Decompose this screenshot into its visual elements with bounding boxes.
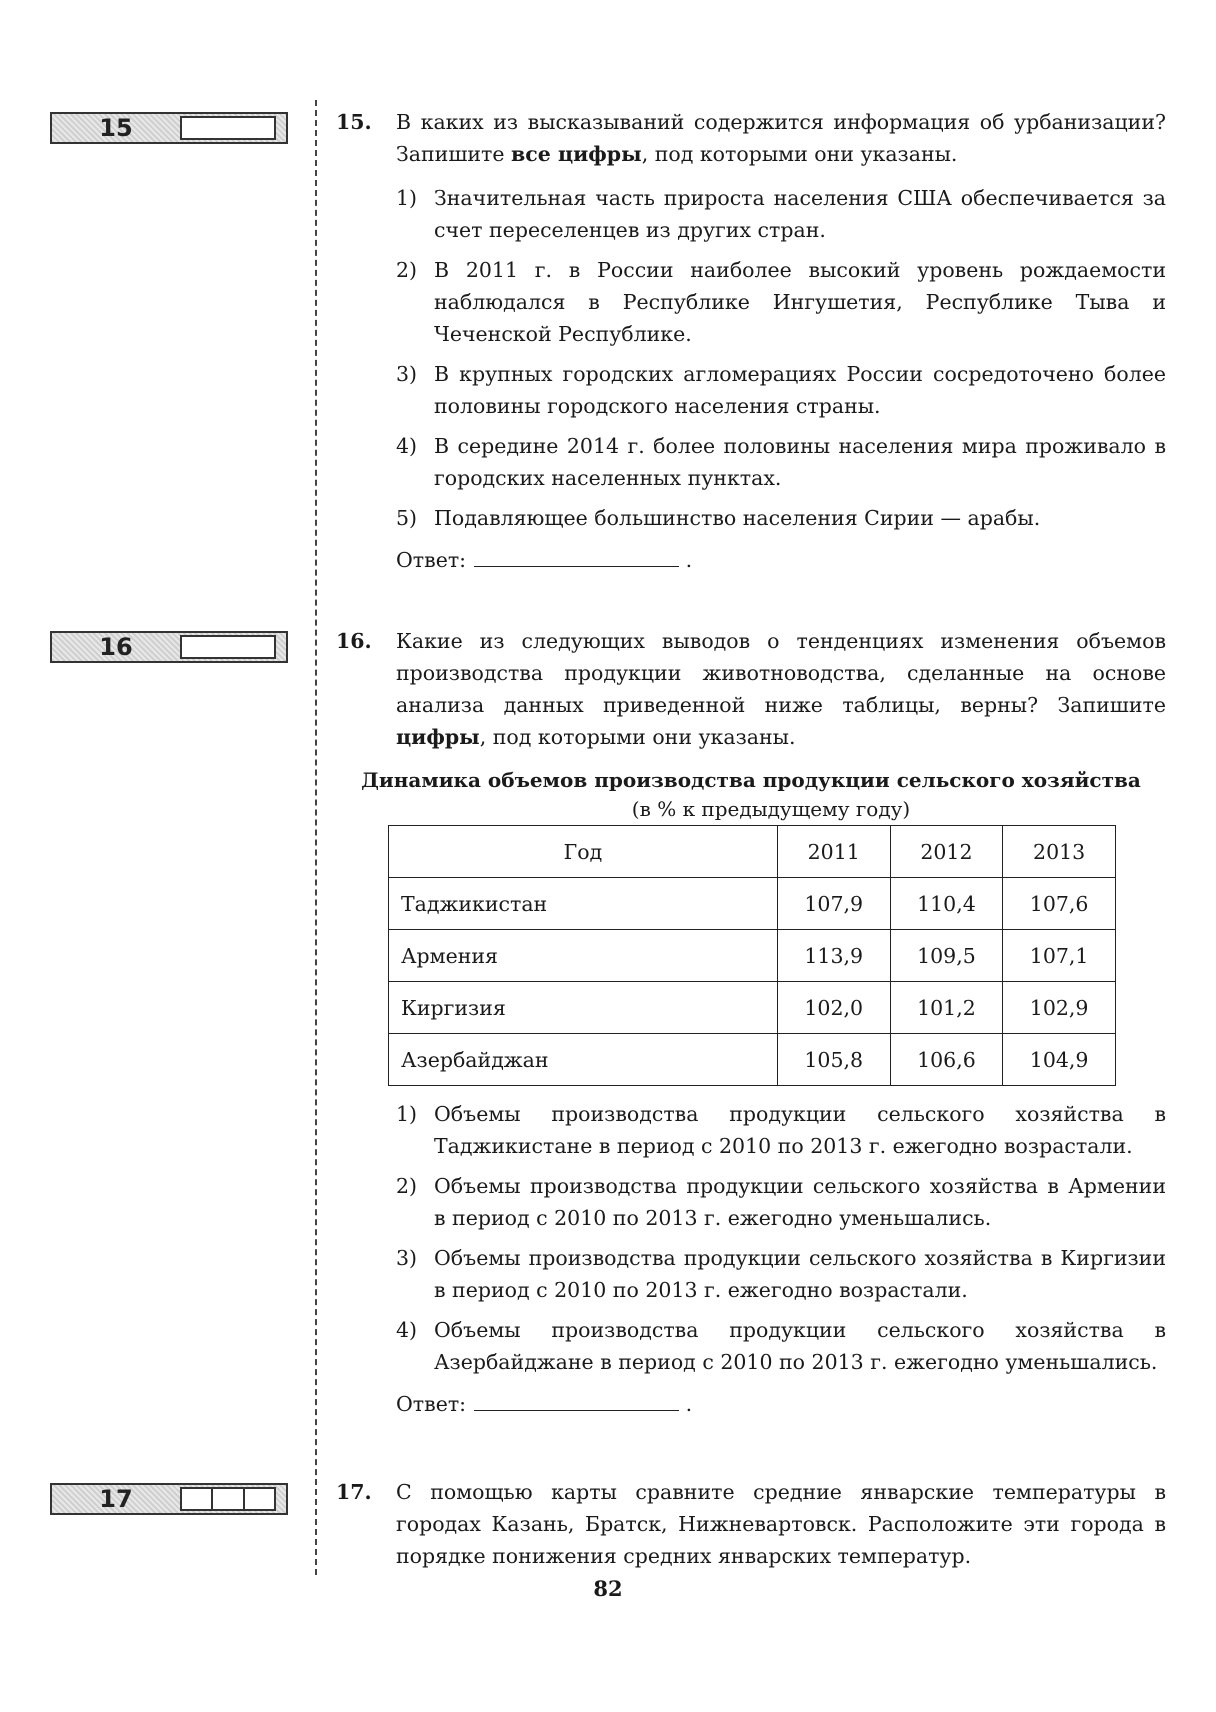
answer-cell[interactable]: [243, 1489, 274, 1509]
answer-box-number: 17: [99, 1485, 133, 1513]
option-4: [396, 430, 1166, 494]
task-17: [336, 1476, 1166, 1572]
option-4: [396, 1314, 1166, 1378]
task-prompt: [396, 106, 1166, 170]
table-cell-country: Азербайджан: [389, 1034, 778, 1086]
option-text: Объемы производства продукции сельского хозяйства в Киргизии в период с 2010 по 2013 г. ежегодно возрастали.: [434, 1246, 1166, 1302]
task-number: 17.: [336, 1480, 372, 1504]
answer-box-number: 16: [99, 633, 133, 661]
table-subtitle: (в % к предыдущему году): [631, 797, 911, 821]
table-cell-country: Таджикистан: [389, 878, 778, 930]
task-prompt: С помощью карты сравните средние январские температуры в городах Казань, Братск, Нижневартовск. Расположите эти города в порядке понижения средних январских температур.: [396, 1480, 1166, 1568]
option-number: 3): [396, 362, 418, 386]
option-3: [396, 358, 1166, 422]
task-prompt: [396, 625, 1166, 753]
answer-cell-group[interactable]: [180, 635, 276, 659]
table-cell-value: 105,8: [777, 1034, 890, 1086]
table-header-cell: Год: [389, 826, 778, 878]
table-cell-value: 107,6: [1003, 878, 1116, 930]
answer-cell[interactable]: [182, 637, 274, 657]
table-header-cell: 2013: [1003, 826, 1116, 878]
table-cell-value: 109,5: [890, 930, 1003, 982]
prompt-text: В каких из высказываний содержится информация об урбанизации? Запишите: [396, 110, 1166, 166]
answer-label: Ответ:: [396, 548, 467, 572]
option-2: [396, 1170, 1166, 1234]
answer-blank[interactable]: [474, 1388, 679, 1411]
table-cell-value: 102,0: [777, 982, 890, 1034]
table-cell-value: 113,9: [777, 930, 890, 982]
prompt-text: , под которыми они указаны.: [479, 725, 796, 749]
option-text: В 2011 г. в России наиболее высокий уровень рождаемости наблюдался в Республике Ингушетия, Республике Тыва и Чеченской Республике.: [434, 258, 1166, 346]
task-16: [336, 625, 1166, 1420]
table-cell-country: Армения: [389, 930, 778, 982]
answer-end: .: [685, 548, 693, 572]
option-number: 1): [396, 1102, 418, 1126]
prompt-bold-text: цифры: [396, 725, 480, 749]
answer-cell-group[interactable]: [180, 1487, 276, 1511]
table-cell-value: 101,2: [890, 982, 1003, 1034]
prompt-text: Какие из следующих выводов о тенденциях изменения объемов производства продукции животноводства, сделанные на основе анализа данных приведенной ниже таблицы, верны? Запишите: [396, 629, 1166, 717]
prompt-text: , под которыми они указаны.: [641, 142, 958, 166]
option-2: [396, 254, 1166, 350]
answer-label: Ответ:: [396, 1392, 467, 1416]
answer-cell[interactable]: [211, 1489, 242, 1509]
table-cell-value: 106,6: [890, 1034, 1003, 1086]
prompt-bold-text: все цифры: [511, 142, 642, 166]
option-text: Объемы производства продукции сельского хозяйства в Азербайджане в период с 2010 по 2013 г. ежегодно уменьшались.: [434, 1318, 1166, 1374]
answer-cell[interactable]: [182, 118, 274, 138]
cut-line-divider: [315, 100, 317, 1575]
task-number: 15.: [336, 110, 372, 134]
table-cell-value: 107,1: [1003, 930, 1116, 982]
option-number: 5): [396, 506, 418, 530]
option-number: 3): [396, 1246, 418, 1270]
page-number: 82: [593, 1576, 623, 1601]
option-1: [396, 182, 1166, 246]
answer-end: .: [685, 1392, 693, 1416]
option-number: 2): [396, 1174, 418, 1198]
table-row: [389, 982, 1116, 1034]
option-text: В середине 2014 г. более половины населения мира проживало в городских населенных пунктах.: [434, 434, 1166, 490]
table-row: [389, 930, 1116, 982]
table-row: [389, 878, 1116, 930]
option-number: 4): [396, 434, 418, 458]
answer-box-15: [50, 112, 288, 144]
data-table: [388, 825, 1116, 1086]
answer-cell-group[interactable]: [180, 116, 276, 140]
table-title: Динамика объемов производства продукции сельского хозяйства: [361, 768, 1141, 792]
answer-line: [396, 1388, 1166, 1420]
table-cell-value: 102,9: [1003, 982, 1116, 1034]
table-header-cell: 2011: [777, 826, 890, 878]
table-header-row: [389, 826, 1116, 878]
answer-box-16: [50, 631, 288, 663]
option-number: 1): [396, 186, 418, 210]
option-number: 2): [396, 258, 418, 282]
answer-line: [396, 544, 1166, 576]
option-text: Объемы производства продукции сельского хозяйства в Таджикистане в период с 2010 по 2013 г. ежегодно возрастали.: [434, 1102, 1166, 1158]
table-row: [389, 1034, 1116, 1086]
table-cell-value: 104,9: [1003, 1034, 1116, 1086]
answer-box-number: 15: [99, 114, 133, 142]
option-number: 4): [396, 1318, 418, 1342]
table-cell-country: Киргизия: [389, 982, 778, 1034]
answer-cell[interactable]: [182, 1489, 211, 1509]
table-cell-value: 107,9: [777, 878, 890, 930]
option-text: Значительная часть прироста населения США обеспечивается за счет переселенцев из других стран.: [434, 186, 1166, 242]
option-text: Подавляющее большинство населения Сирии — арабы.: [434, 506, 1041, 530]
answer-box-17: [50, 1483, 288, 1515]
task-15: [336, 106, 1166, 576]
table-cell-value: 110,4: [890, 878, 1003, 930]
table-header-cell: 2012: [890, 826, 1003, 878]
answer-blank[interactable]: [474, 544, 679, 567]
option-3: [396, 1242, 1166, 1306]
option-5: [396, 502, 1166, 534]
option-text: Объемы производства продукции сельского хозяйства в Армении в период с 2010 по 2013 г. ежегодно уменьшались.: [434, 1174, 1166, 1230]
task-number: 16.: [336, 629, 372, 653]
option-text: В крупных городских агломерациях России сосредоточено более половины городского населения страны.: [434, 362, 1166, 418]
option-1: [396, 1098, 1166, 1162]
